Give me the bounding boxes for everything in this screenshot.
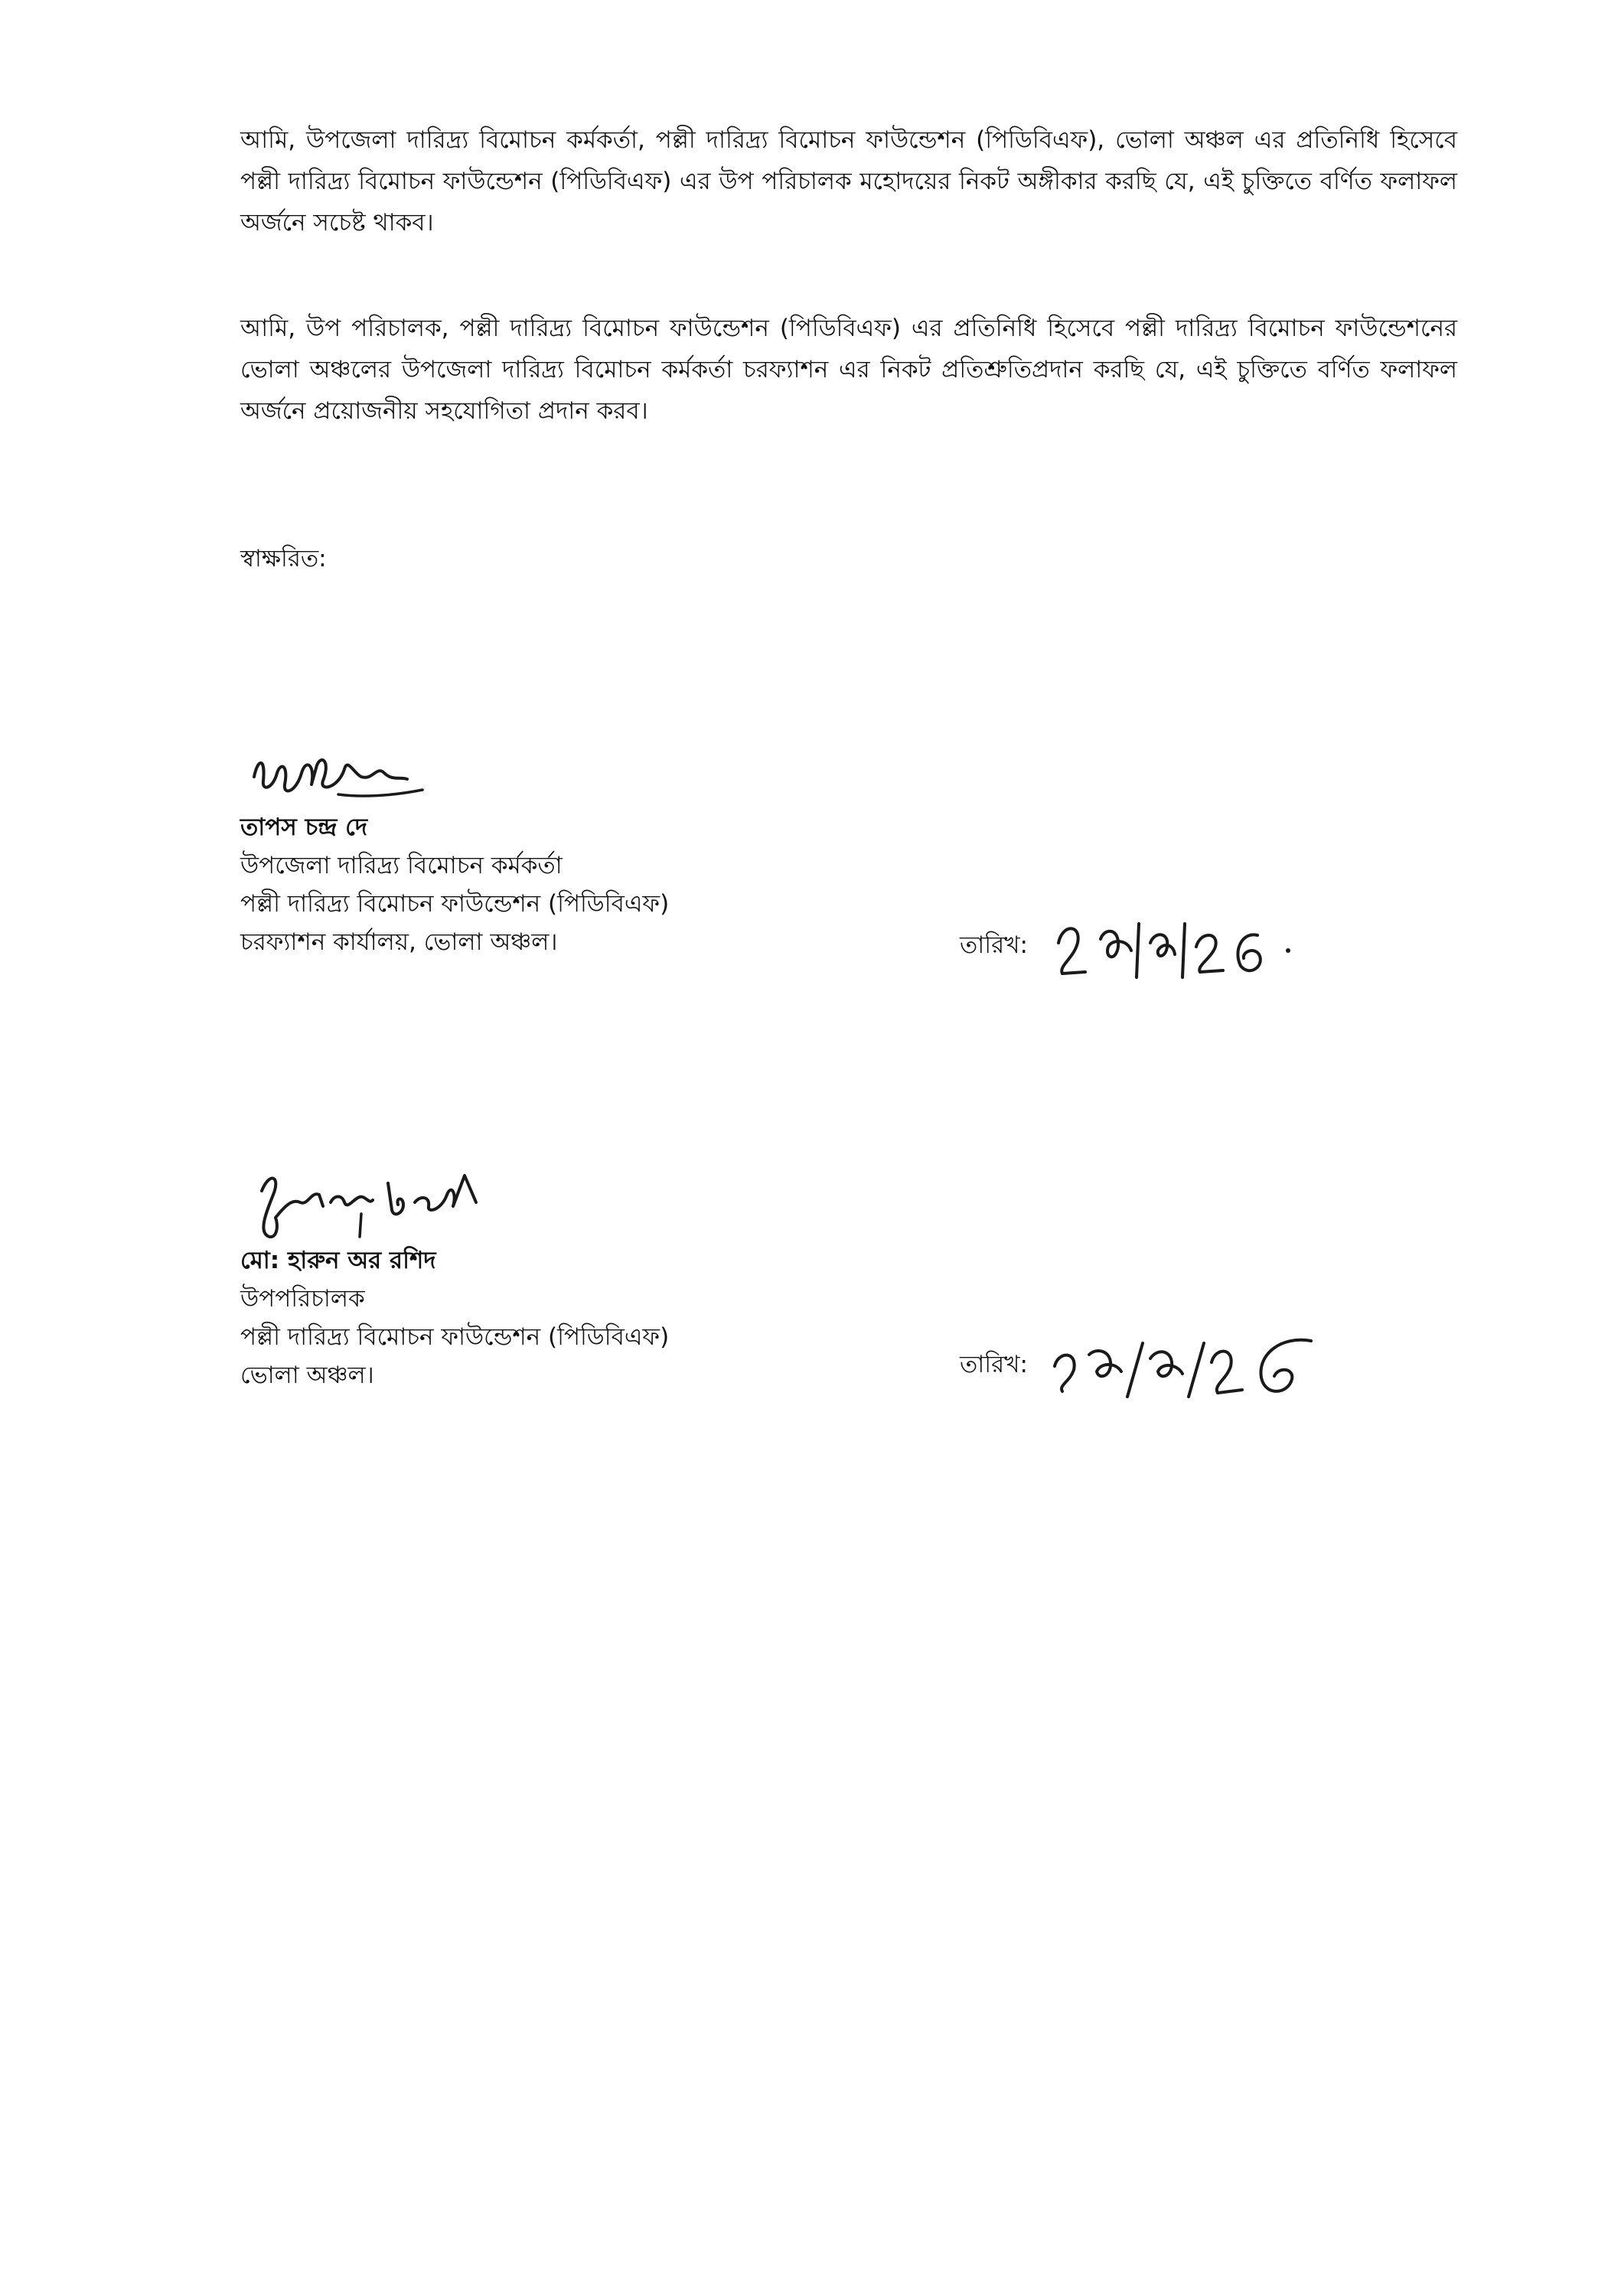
signer-name: মো: হারুন অর রশিদ <box>240 1247 436 1274</box>
date-block-2 <box>960 1324 1342 1408</box>
signature-1 <box>246 742 430 819</box>
signer-designation: উপপরিচালক <box>240 1285 365 1313</box>
handwritten-date-2 <box>1036 1324 1342 1408</box>
signer-block-2 <box>240 1241 669 1394</box>
signer-office: চরফ্যাশন কার্যালয়, ভোলা অঞ্চল। <box>240 928 558 956</box>
date-block-1 <box>960 905 1311 989</box>
signer-organization: পল্লী দারিদ্র্য বিমোচন ফাউন্ডেশন (পিডিবিএফ) <box>240 1323 670 1351</box>
date-label: তারিখ: <box>960 931 1028 959</box>
signer-office: ভোলা অঞ্চল। <box>240 1362 374 1389</box>
commitment-paragraph-deputy-director: আমি, উপ পরিচালক, পল্লী দারিদ্র্য বিমোচন ফাউন্ডেশন (পিডিবিএফ) এর প্রতিনিধি হিসেবে পল্লী দারিদ্র্য বিমোচন ফাউন্ডেশনের ভোলা অঞ্চলের উপজেলা দারিদ্র্য বিমোচন কর্মকর্তা চরফ্যাশন এর নিকট প্রতিশ্রুতিপ্রদান করছি যে, এই চুক্তিতে বর্ণিত ফলাফল অর্জনে প্রয়োজনীয় সহযোগিতা প্রদান করব। <box>240 315 1457 425</box>
date-label: তারিখ: <box>960 1351 1028 1378</box>
signer-block-1 <box>240 808 669 961</box>
handwritten-date-1 <box>1036 905 1311 989</box>
signed-label: স্বাক্ষরিত: <box>240 545 327 572</box>
signer-designation: উপজেলা দারিদ্র্য বিমোচন কর্মকর্তা <box>240 852 563 879</box>
signer-organization: পল্লী দারিদ্র্য বিমোচন ফাউন্ডেশন (পিডিবিএফ) <box>240 890 670 918</box>
commitment-paragraph-officer: আমি, উপজেলা দারিদ্র্য বিমোচন কর্মকর্তা, পল্লী দারিদ্র্য বিমোচন ফাউন্ডেশন (পিডিবিএফ), ভোলা অঞ্চল এর প্রতিনিধি হিসেবে পল্লী দারিদ্র্য বিমোচন ফাউন্ডেশন (পিডিবিএফ) এর উপ পরিচালক মহোদয়ের নিকট অঙ্গীকার করছি যে, এই চুক্তিতে বর্ণিত ফলাফল অর্জনে সচেষ্ট থাকব। <box>240 126 1457 236</box>
signature-2 <box>246 1160 499 1252</box>
signer-name: তাপস চন্দ্র দে <box>240 814 368 841</box>
